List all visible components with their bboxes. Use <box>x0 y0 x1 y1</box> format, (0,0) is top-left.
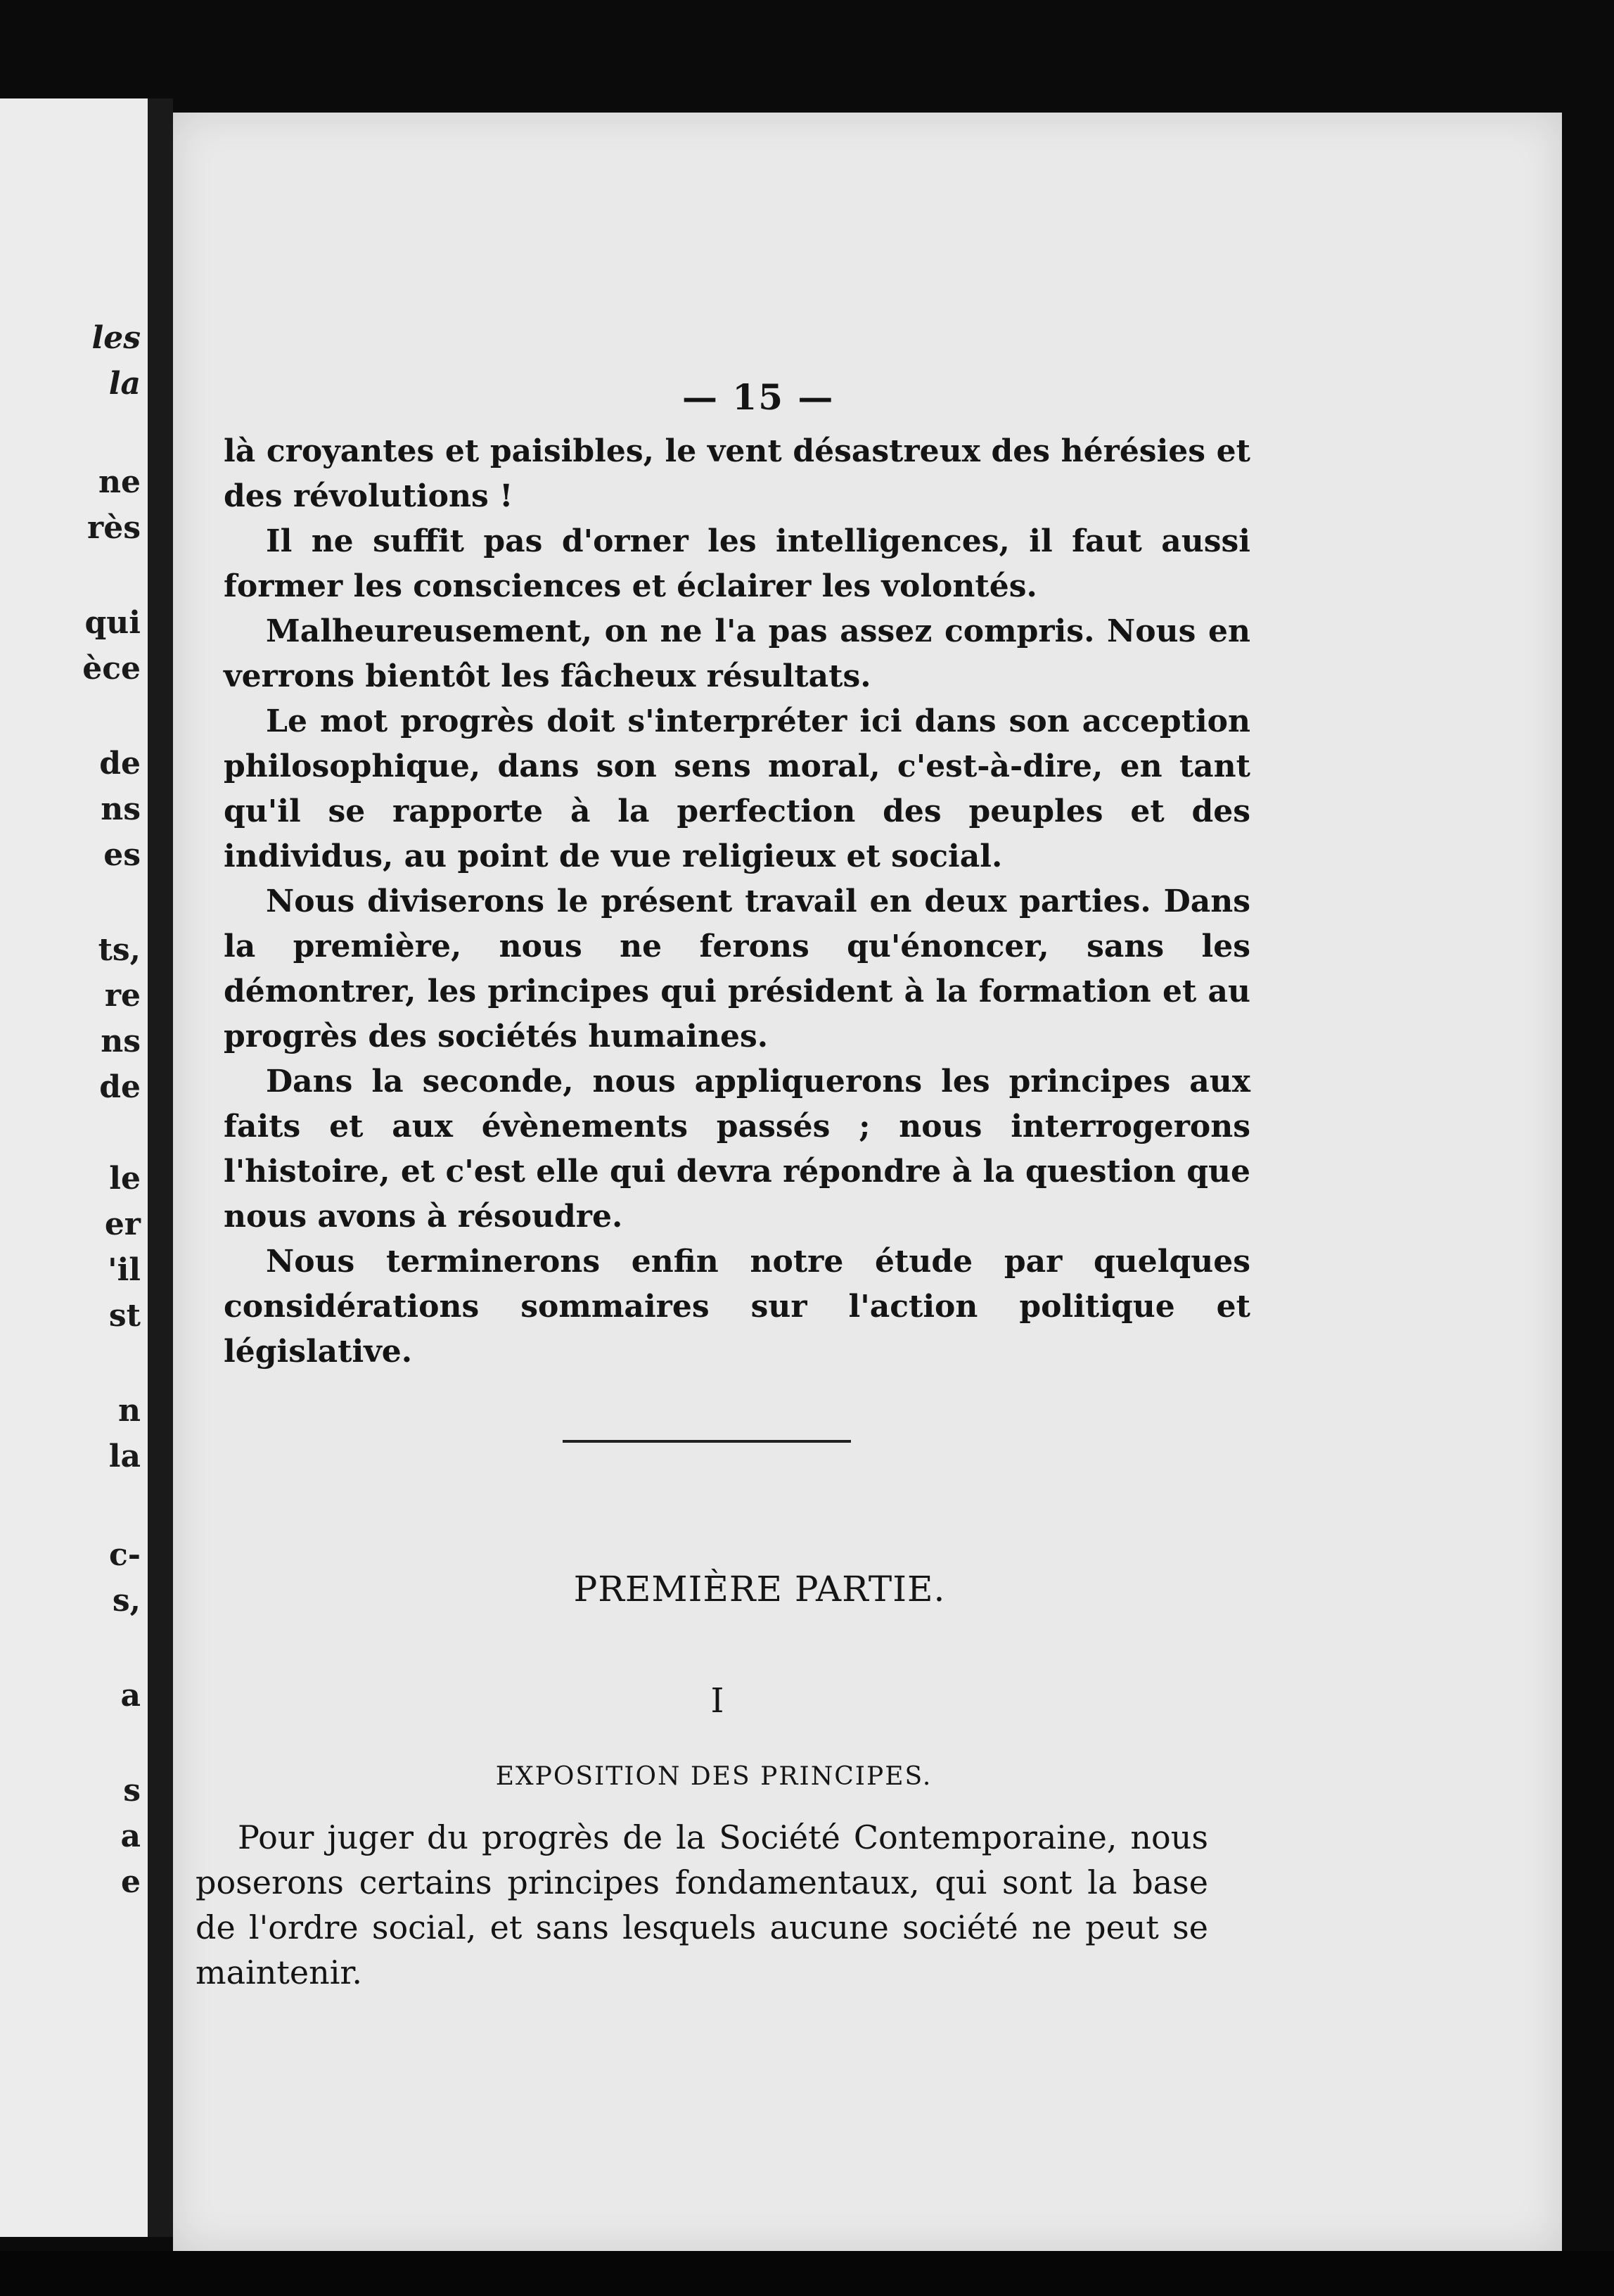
left-page-fragment: st <box>108 1298 141 1334</box>
left-page-fragment: la <box>108 366 141 402</box>
paragraph-4: Le mot progrès doit s'interpréter ici dans son acception philosophique, dans son sens moral, c'est-à-dire, en tant qu'il se rapporte à la perfection des peuples et des individus, au point de vue religieux et social. <box>224 703 1250 874</box>
chapter-numeral: I <box>710 1681 724 1721</box>
section-paragraph: Pour juger du progrès de la Société Contemporaine, nous poserons certains principes fondamentaux, qui sont la base de l'ordre social, et sans lesquels aucune société ne peut se maintenir. <box>196 1818 1208 1991</box>
left-page-fragment: ns <box>101 791 141 827</box>
left-page-fragment: les <box>91 320 141 356</box>
paragraph-5: Nous diviserons le présent travail en deux parties. Dans la première, nous ne ferons qu'énoncer, sans les démontrer, les principes qui président à la formation et au progrès des sociétés humaines. <box>224 884 1250 1054</box>
left-page-fragment: c- <box>108 1537 141 1573</box>
left-page-fragment: s, <box>112 1583 141 1619</box>
left-page-fragment: a <box>120 1818 141 1854</box>
left-page-fragment: ns <box>101 1023 141 1059</box>
book-gutter <box>148 98 173 2237</box>
left-page-fragment: qui <box>84 605 141 641</box>
part-title: PREMIÈRE PARTIE. <box>573 1569 946 1609</box>
left-page-fragment: ne <box>98 464 141 500</box>
left-page-fragment: de <box>99 746 141 782</box>
left-page-fragment: n <box>118 1393 141 1429</box>
scan-bottom-edge <box>0 2251 1614 2296</box>
left-page-fragment: èce <box>82 651 141 687</box>
left-page-fragment: rès <box>87 510 141 546</box>
intro-text <box>224 429 1250 1375</box>
left-page-fragment: le <box>109 1161 141 1197</box>
left-page-fragment: de <box>99 1069 141 1105</box>
paragraph-7: Nous terminerons enfin notre étude par quelques considérations sommaires sur l'action politique et législative. <box>224 1244 1250 1370</box>
paragraph-1: là croyantes et paisibles, le vent désastreux des hérésies et des révolutions ! <box>224 433 1250 514</box>
section-text <box>196 1815 1208 1995</box>
section-title: EXPOSITION DES PRINCIPES. <box>495 1762 933 1791</box>
page-number: — 15 — <box>682 376 835 418</box>
left-page-fragment: a <box>120 1678 141 1714</box>
paragraph-3: Malheureusement, on ne l'a pas assez compris. Nous en verrons bientôt les fâcheux résultats. <box>224 613 1250 694</box>
paragraph-2: Il ne suffit pas d'orner les intelligences, il faut aussi former les consciences et éclairer les volontés. <box>224 523 1250 604</box>
left-page-fragment: 'il <box>108 1252 141 1288</box>
section-divider-rule <box>563 1440 851 1443</box>
left-page-fragment: ts, <box>98 932 141 968</box>
left-page-fragment: er <box>104 1206 141 1242</box>
left-page-fragment: re <box>104 978 141 1014</box>
left-page-fragment: e <box>121 1864 141 1900</box>
left-page-fragment: la <box>108 1439 141 1474</box>
left-page-fragment: s <box>123 1773 141 1809</box>
paragraph-6: Dans la seconde, nous appliquerons les principes aux faits et aux évènements passés ; nous interrogerons l'histoire, et c'est elle qui devra répondre à la question que nous avons à résoudre. <box>224 1064 1250 1235</box>
left-page-fragment: es <box>103 837 141 873</box>
